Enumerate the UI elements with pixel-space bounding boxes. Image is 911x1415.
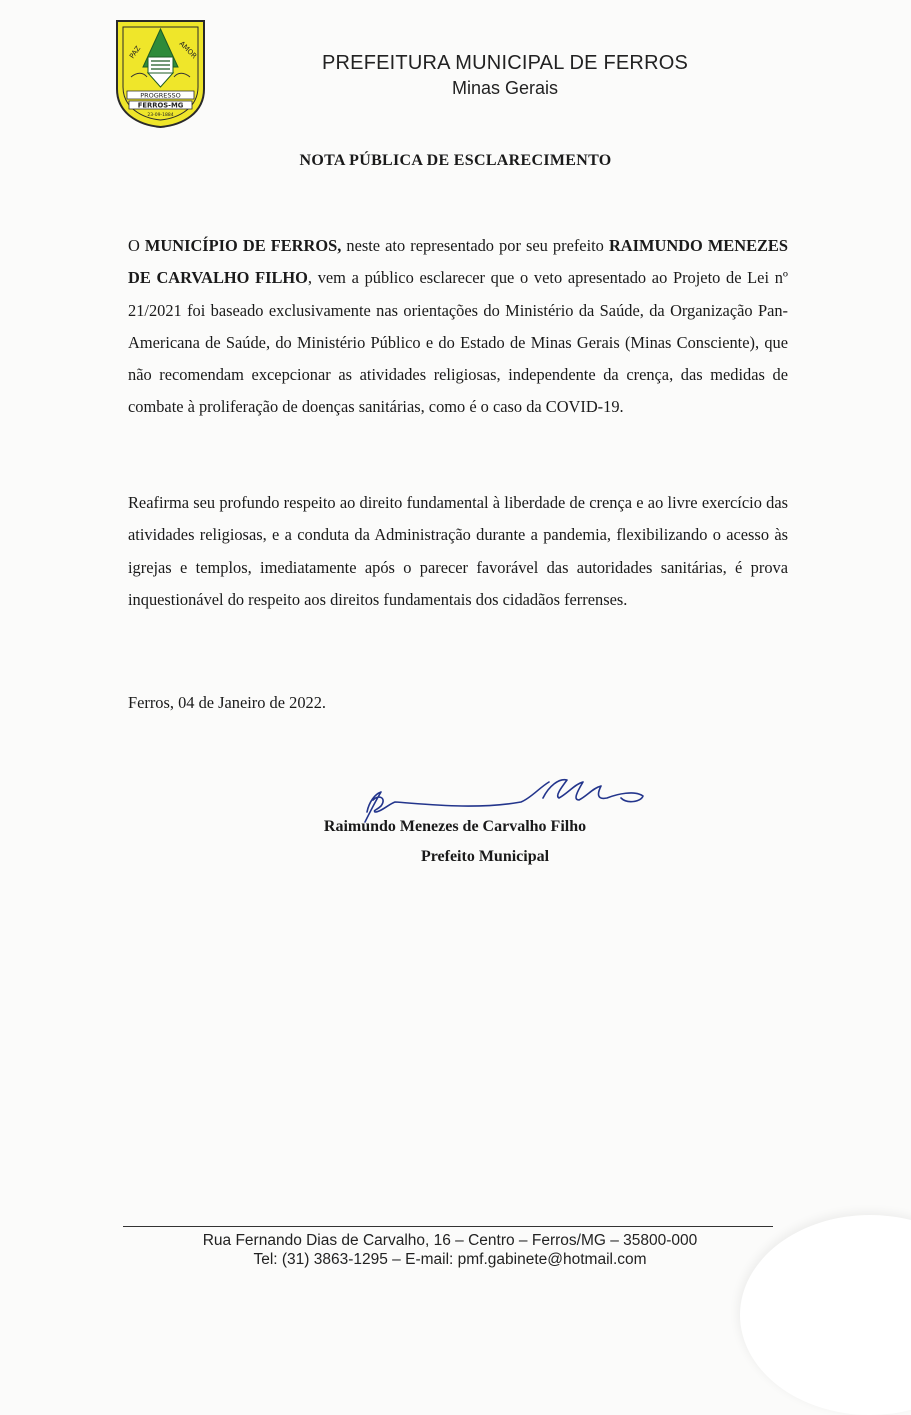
- signatory-role: Prefeito Municipal: [420, 848, 550, 865]
- crest-date: 23-09-1884: [147, 113, 174, 118]
- footer-contact: Tel: (31) 3863-1295 – E-mail: pmf.gabinete@hotmail.com: [253, 1251, 647, 1268]
- crest-banner-right: AMOR: [177, 39, 199, 61]
- paragraph-2: Reafirma seu profundo respeito ao direito fundamental à liberdade de crença e ao livre exercício das atividades religiosas, e a conduta da Administração durante a pandemia, flexibilizando o acesso às igrejas e templos, imediatamente após o parecer favorável das autoridades sanitárias, é prova inquestionável do respeito aos direitos fundamentais dos cidadãos ferrenses.: [128, 493, 788, 609]
- paragraph-1-text: O: [128, 236, 145, 255]
- place-date: Ferros, 04 de Janeiro de 2022.: [128, 693, 327, 712]
- header-subtitle: Minas Gerais: [451, 78, 559, 98]
- footer-divider: [123, 1226, 773, 1227]
- municipality-name: MUNICÍPIO DE FERROS,: [144, 236, 342, 255]
- paragraph-1-text: , vem a público esclarecer que o veto apresentado ao Projeto de Lei nº 21/2021 foi baseado exclusivamente nas orientações do Ministério da Saúde, da Organização Pan-Americana de Saúde, do Ministério Público e do Estado de Minas Gerais (Minas Consciente), que não recomendam excepcionar as atividades religiosas, independente da crença, das medidas de combate à proliferação de doenças sanitárias, como é o caso da COVID-19.: [128, 268, 788, 417]
- document-title: NOTA PÚBLICA DE ESCLARECIMENTO: [299, 152, 612, 169]
- paragraph-1: [128, 230, 788, 424]
- crest-scroll-progresso: PROGRESSO: [140, 91, 181, 100]
- crest-scroll-ferros: FERROS-MG: [137, 101, 184, 110]
- mayor-name: RAIMUNDO MENEZES DE CARVALHO FILHO: [128, 236, 788, 288]
- crest-banner-left: PAZ: [128, 44, 143, 61]
- paragraph-1-text: neste ato representado por seu prefeito: [341, 236, 609, 255]
- header-title: PREFEITURA MUNICIPAL DE FERROS: [321, 52, 689, 74]
- signatory-name: Raimundo Menezes de Carvalho Filho: [323, 818, 587, 835]
- footer-address: Rua Fernando Dias de Carvalho, 16 – Centro – Ferros/MG – 35800-000: [202, 1232, 698, 1249]
- municipal-crest-logo: [113, 17, 208, 129]
